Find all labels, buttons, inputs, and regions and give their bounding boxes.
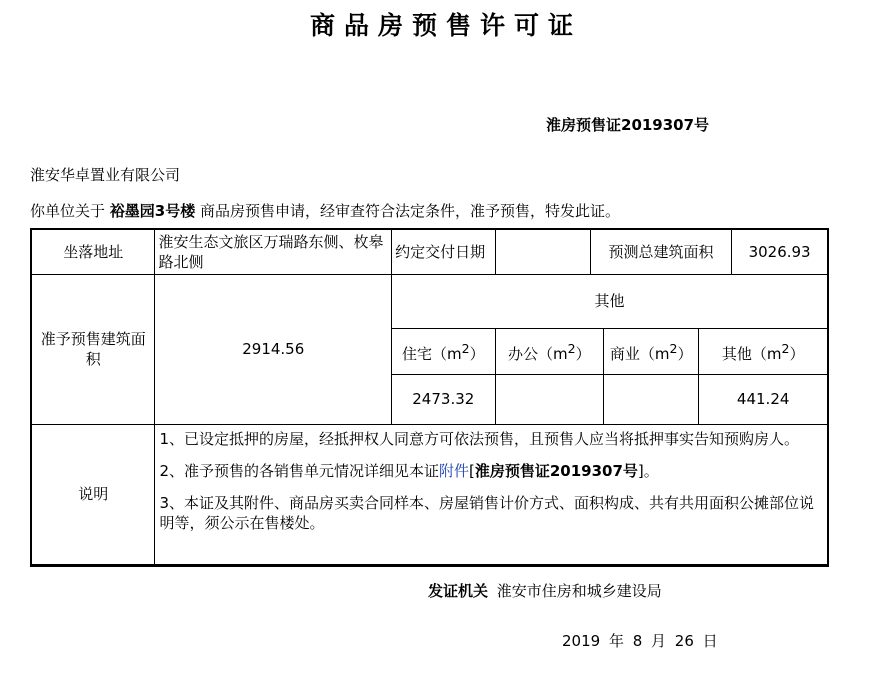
note-3: 3、本证及其附件、商品房买卖合同样本、房屋销售计价方式、面积构成、共有共用面积公摊部位说明等，须公示在售楼处。 (159, 493, 814, 532)
notes-label: 说明 (31, 424, 155, 565)
office-value (495, 374, 604, 424)
delivery-date-value (495, 229, 590, 274)
intro-prefix: 你单位关于 (30, 202, 110, 220)
other-usage-value: 441.24 (699, 374, 828, 424)
attachment-link[interactable]: 附件 (438, 461, 469, 480)
note-1: 1、已设定抵押的房屋，经抵押权人同意方可依法预售，且预售人应当将抵押事实告知预购房人。 (159, 429, 799, 448)
issuing-authority (428, 580, 662, 601)
attachment-reference: 淮房预售证2019307号 (474, 461, 638, 480)
other-header: 其他 (392, 274, 828, 328)
company-name: 淮安华卓置业有限公司 (30, 166, 181, 184)
location-value: 淮安生态文旅区万瑞路东侧、枚皋路北侧 (155, 229, 392, 274)
presale-area-label: 准予预售建筑面积 (31, 274, 155, 424)
other-usage-label: 其他$(m^2)$ (699, 328, 828, 374)
total-area-label: 预测总建筑面积 (590, 229, 731, 274)
notes-content (155, 424, 828, 565)
commercial-label: 商业$(m^2)$ (604, 328, 699, 374)
intro-project: 裕墨园3号楼 (109, 202, 196, 220)
permit-table (30, 228, 829, 567)
presale-area-value: 2914.56 (155, 274, 392, 424)
issuer-label: 发证机关 (428, 582, 489, 600)
intro-suffix: 商品房预售申请，经审查符合法定条件，准予预售，特发此证。 (195, 202, 621, 220)
office-label: 办公$(m^2)$ (495, 328, 604, 374)
location-row (31, 229, 828, 274)
total-area-value: 3026.93 (732, 229, 828, 274)
issuer-value: 淮安市住房和城乡建设局 (496, 582, 662, 600)
residential-value: 2473.32 (392, 374, 495, 424)
location-label: 坐落地址 (31, 229, 155, 274)
residential-label: 住宅$(m^2)$ (392, 328, 495, 374)
certificate-number: 淮房预售证2019307号 (546, 116, 710, 134)
delivery-date-label: 约定交付日期 (392, 229, 495, 274)
intro-sentence (30, 200, 620, 221)
notes-row (31, 424, 828, 565)
note-2: 2、准予预售的各销售单元情况详细见本证附件[淮房预售证2019307号]。 (159, 461, 659, 480)
commercial-value (604, 374, 699, 424)
issue-date: 2019 年 8 月 26 日 (562, 632, 718, 650)
document-title: 商品房预售许可证 (309, 11, 582, 40)
presale-header-row (31, 274, 828, 328)
